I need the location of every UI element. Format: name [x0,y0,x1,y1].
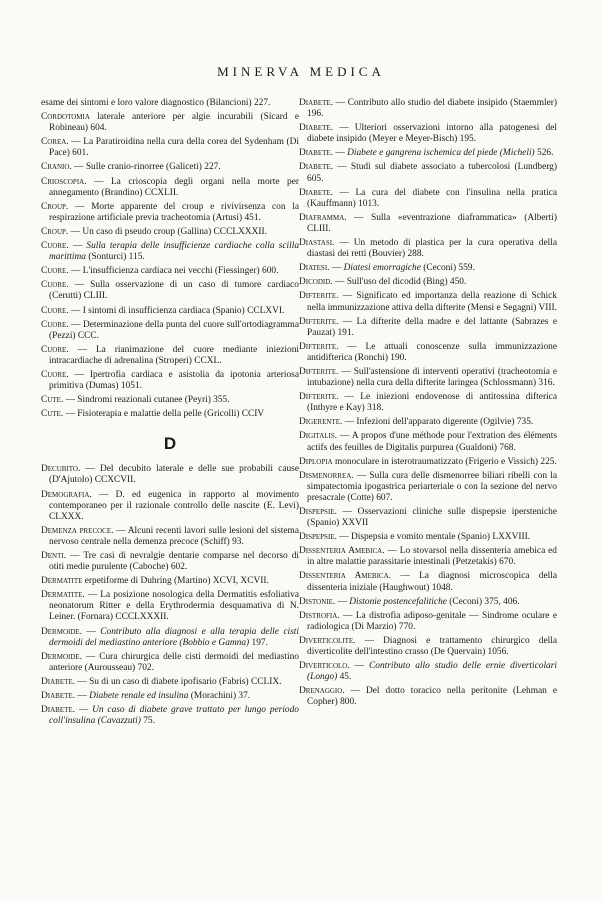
index-entry [299,546,557,568]
entry-heading: Cuore. [41,266,69,277]
entry-reference: 197. [249,637,268,648]
index-entry [299,507,557,529]
entry-text: — La difterite della madre e del lattante (Sabrazes e Pauzat) 191. [307,316,557,338]
entry-heading: Dicodid. [299,277,333,288]
entry-heading: Diverticolite. [299,635,356,646]
entry-heading: Dermatite [41,576,83,587]
index-entry [41,112,299,134]
index-entry [41,409,299,420]
entry-reference: (Sonturci) 115. [85,252,145,263]
entry-heading: Diabete. [299,98,333,108]
index-entry [41,677,299,688]
entry-text: — Morte apparente del croup e rivivirsenza con la respirazione artificiale previa tracheotomia (Artusi) 451. [49,201,299,223]
entry-heading: Corea. [41,137,69,148]
entry-text: — Sulla «eventrazione diaframmatica» (Alberti) CLIII. [307,212,557,234]
index-entry [41,652,299,674]
entry-text: — Un caso di pseudo croup (Gallina) CCCLXXXII. [68,226,267,237]
entry-text: — La distrofia adiposo-genitale — Sindrome oculare e radiologica (Di Marzio) 770. [307,610,557,632]
entry-text: — Del dotto toracico nella peritonite (Lehman e Copher) 800. [307,686,557,708]
entry-text: — Del decubito laterale e delle sue probabili cause (D'Ajutolo) CCXCVII. [49,464,299,486]
left-entries [41,98,299,420]
index-entry [299,98,557,120]
index-entry [41,551,299,573]
entry-title-italic: Un caso di diabete grave trattato per lungo periodo coll'insulina (Cavazzuti) [49,705,299,727]
entry-reference: 526. [534,148,554,159]
index-entry [299,263,557,274]
entry-text: esame dei sintomi e loro valore diagnostico (Bilancioni) 227. [41,98,271,108]
index-entry [41,280,299,302]
index-entry [41,705,299,727]
index-entry [299,188,557,210]
index-entry [299,213,557,235]
entry-heading: Diabete. [299,148,333,159]
entry-heading: Cuore. [41,369,69,380]
index-entry [299,532,557,543]
entry-text: — [333,148,348,159]
entry-heading: Difterite. [299,291,339,302]
entry-reference: (Ceconi) 375, 406. [446,596,520,607]
index-entry [299,238,557,260]
entry-text: — Fisioterapia e malattie della pelle (Gricolli) CCIV [63,409,265,420]
entry-text: — I sintomi di insufficienza cardiaca (Spanio) CCLXVI. [68,305,285,316]
entry-reference: 45. [337,672,352,683]
entry-heading: Croup. [41,201,69,212]
entry-text: — La diagnosi microscopica della dissenteria iniziale (Haughwout) 1048. [307,571,557,593]
entry-title-italic: Contributo allo studio delle ernie diverticolari (Longo) [307,661,557,683]
index-entry [41,627,299,649]
index-entry [41,490,299,523]
entry-text: — Determinazione della punta del cuore sull'ortodiagramma (Pezzi) CCC. [49,319,299,341]
entry-text: laterale anteriore per algie incurabili (Sicard e Robineau) 604. [49,112,299,134]
index-entry [41,306,299,317]
entry-heading: Diabete. [299,187,333,198]
index-entry [299,123,557,145]
index-entry [299,457,557,468]
entry-text: — Sulla cura delle dismenorree biliari ribelli con la simpatectomia ipogastrica periarteriale o con la sezione del nervo presacrale (Cotte) 607. [307,470,557,503]
entry-heading: Diabete. [299,123,333,134]
index-entry [41,202,299,224]
index-entry [299,431,557,453]
entry-heading: Diverticolo. [299,661,350,672]
index-entry [41,345,299,367]
entry-heading: Dissenteria Amebica. [299,546,385,557]
entry-heading: Diatesi. [299,263,330,274]
entry-text: — Ipertrofia cardiaca e asistolia da ipotonia arteriosa primitiva (Dumas) 1051. [49,369,299,392]
index-entry [41,370,299,392]
entry-text: — [68,241,87,252]
index-entry [299,571,557,593]
entry-heading: Difterite. [299,341,339,352]
entry-text: — Tre casi di nevralgie dentarie comparse nel decorso di otiti medie purulente (Caboche) 602. [49,551,299,573]
index-entry [41,266,299,277]
index-entry [299,597,557,608]
index-entry [41,464,299,486]
entry-heading: Difterite. [299,366,339,377]
entry-text: — A propos d'une méthode pour l'extration des éléments actifs des feuilles de Digitalis purpurea (Gualdoni) 768. [307,431,557,453]
entry-heading: Denti. [41,551,67,561]
entry-heading: Dermoide. [41,651,83,662]
entry-heading: Cranio. [41,162,72,173]
index-entry [299,317,557,339]
index-entry [299,392,557,414]
entry-heading: Cuore. [41,305,69,316]
entry-heading: Cuore. [41,319,69,330]
entry-text: erpetiforme di Duhring (Martino) XCVI, XCVII. [82,576,269,587]
index-entry [41,227,299,238]
entry-heading: Cuore. [41,280,69,291]
entry-heading: Distrofia. [299,610,340,621]
entry-text: — Studi sul diabete associato a tubercolosi (Lundberg) 605. [307,162,557,184]
entry-heading: Diabete. [41,691,75,702]
index-entry [41,691,299,702]
index-entry [299,342,557,364]
entry-text: — [75,691,90,702]
entry-heading: Dispepsie. [299,507,337,517]
entry-heading: Diabete. [299,162,333,173]
index-entry [299,148,557,159]
entry-text: — La Paratiroidina nella cura della corea del Sydenham (Di Pace) 601. [49,137,299,159]
entry-text: — La rianimazione del cuore mediante iniezioni intracardiache di adrenalina (Stroperi) CCXL. [49,344,299,366]
entry-text: — Un metodo di plastica per la cura operativa della diastasi dei retti (Bouvier) 288. [307,238,557,260]
index-entry [41,241,299,263]
entry-text: — [75,705,93,716]
entry-text: monoculare in isterotraumatizzato (Frigerio e Vissich) 225. [332,456,557,467]
index-entry [299,686,557,708]
entry-reference: (Morachini) 37. [188,691,251,702]
entry-text: — Ulteriori osservazioni intorno alla patogenesi del diabete insipido (Meyer e Meyer-Bisch) 195. [307,123,557,145]
entry-heading: Cordotomia [41,112,90,123]
index-entry [299,471,557,504]
index-entry [41,395,299,406]
index-entry [41,576,299,587]
entry-heading: Drenaggio. [299,686,345,697]
entry-heading: Croup. [41,226,69,237]
entry-heading: Diplopia [299,456,333,467]
index-entry [41,162,299,173]
section-letter: D [163,434,177,454]
entry-text: — Diagnosi e trattamento chirurgico della diverticolite dell'intestino crasso (De Quervain) 1056. [307,635,557,658]
entry-heading: Difterite. [299,316,339,327]
entry-heading: Crioscopia. [41,176,87,187]
index-entry [299,636,557,658]
entry-text: — Osservazioni cliniche sulle dispepsie ipersteniche (Spanio) XXVII [307,507,557,529]
index-entry [299,277,557,288]
page-header: MINERVA MEDICA [217,64,385,79]
entry-text: — [335,596,350,607]
entry-heading: Cute. [41,409,64,420]
entry-heading: Difterite. [299,392,339,403]
entry-heading: Diabete. [41,676,75,687]
entry-text: — Alcuni recenti lavori sulle lesioni del sistema nervoso centrale nella demenza precoce (Schiff) 93. [49,525,299,547]
entry-text: — [329,263,344,274]
index-entry [299,661,557,683]
entry-text: — [349,661,370,672]
entry-text: — Sindromi reazionali cutanee (Peyri) 355. [63,395,230,406]
entry-heading: Digitalis. [299,431,338,442]
entry-heading: Distonie. [299,596,336,607]
entry-text: — Cura chirurgica delle cisti dermoidi del mediastino anteriore (Aurousseau) 702. [49,651,299,673]
index-entry [41,98,299,109]
entry-text: — Le iniezioni endovenose di antitossina difterica (Inthyre e Kay) 318. [307,392,557,414]
entry-heading: Dismenorrea. [299,470,354,481]
entry-heading: Demenza precoce. [41,525,114,536]
index-entry [41,526,299,548]
entry-text: — La cura del diabete con l'insulina nella pratica (Kauffmann) 1013. [307,187,557,209]
entry-text: — Sull'uso del dicodid (Bing) 450. [332,277,467,288]
entry-text: — Sull'astensione di interventi operativi (tracheotomia e intubazione) nella cura della difterite laringea (Schlossmann) 316. [307,366,557,389]
index-entry [41,137,299,159]
entry-text: — Sulle cranio-rinorree (Galiceti) 227. [71,162,221,173]
entry-title-italic: Diabete renale ed insulina [89,691,189,702]
entry-text: — Significato ed importanza della reazione di Schick nella immunizzazione attiva della difterite (Mensi e Segagni) VIII. [307,291,557,313]
index-entry [41,177,299,199]
index-entry [41,590,299,623]
entry-heading: Dermoide. [41,626,83,637]
right-entries [299,98,557,709]
index-entry [299,611,557,633]
entry-text: — Lo stovarsol nella dissenteria amebica ed in altre malattie parassitarie intestinali (Petzetakis) 670. [307,546,557,568]
entry-heading: Dissenteria Amebica. [299,571,391,582]
entry-heading: Demografia. [41,489,92,500]
entry-heading: Cuore. [41,344,69,355]
entry-reference: (Ceconi) 559. [420,263,475,274]
left-entries-d [41,464,299,727]
entry-heading: Dermatite. [41,590,85,601]
left-column [41,98,299,730]
entry-text: — Contributo allo studio del diabete insipido (Staemmler) 196. [307,98,557,120]
entry-title-italic: Contributo alla diagnosi e alla terapia delle cisti dermoidi del mediastino anteriore (Bobbio e Gamna) [49,626,300,648]
index-entry [299,162,557,184]
index-entry [299,417,557,428]
index-entry [299,367,557,389]
entry-title-italic: Diatesi emorragiche [343,263,421,274]
entry-text: — Dispepsia e vomito mentale (Spanio) LXXVIII. [336,532,531,543]
entry-title-italic: Diabete e gangrena ischemica del piede (Micheli) [347,148,535,159]
entry-text: — D. ed eugenica in rapporto al movimento contemporaneo per il razionale controllo delle nascite (E. Levi) CLXXX. [49,489,299,522]
entry-heading: Diabete. [41,705,75,716]
entry-text: — L'insufficienza cardiaca nei vecchi (Fiessinger) 600. [68,266,279,277]
entry-text: — [82,626,101,637]
entry-text: — Le attuali conoscenze sulla immunizzazione antidifterica (Ronchi) 190. [307,341,557,363]
entry-title-italic: Distonie postencefalitiche [349,596,447,607]
right-column [299,98,557,712]
entry-text: — La crioscopia degli organi nella morte per annegamento (Brandino) CCXLII. [49,176,299,198]
entry-heading: Diaframma. [299,212,347,223]
entry-text: — La posizione nosologica della Dermatitis esfoliativa neonatorum Ritter e della Erythrodermia desquamativa di N. Leiner. (Fornara) CCCLXXXII. [49,590,299,623]
entry-heading: Dispepsie. [299,532,337,543]
entry-heading: Cuore. [41,241,69,252]
entry-heading: Diastasi. [299,238,335,249]
entry-heading: Digerente. [299,417,343,428]
index-entry [41,320,299,342]
entry-text: — Sulla osservazione di un caso di tumore cardiaco (Cerutti) CLIII. [49,280,299,302]
entry-text: — Su di un caso di diabete ipofisario (Fabris) CCLIX. [75,676,282,687]
entry-title-italic: Sulla terapia delle insufficienze cardiache colla scilla marittima [49,241,300,263]
entry-heading: Decubito. [41,464,81,475]
entry-reference: 75. [140,716,155,727]
entry-text: — Infezioni dell'apparato digerente (Ogilvie) 735. [342,417,534,428]
index-entry [299,291,557,313]
entry-heading: Cute. [41,395,64,406]
